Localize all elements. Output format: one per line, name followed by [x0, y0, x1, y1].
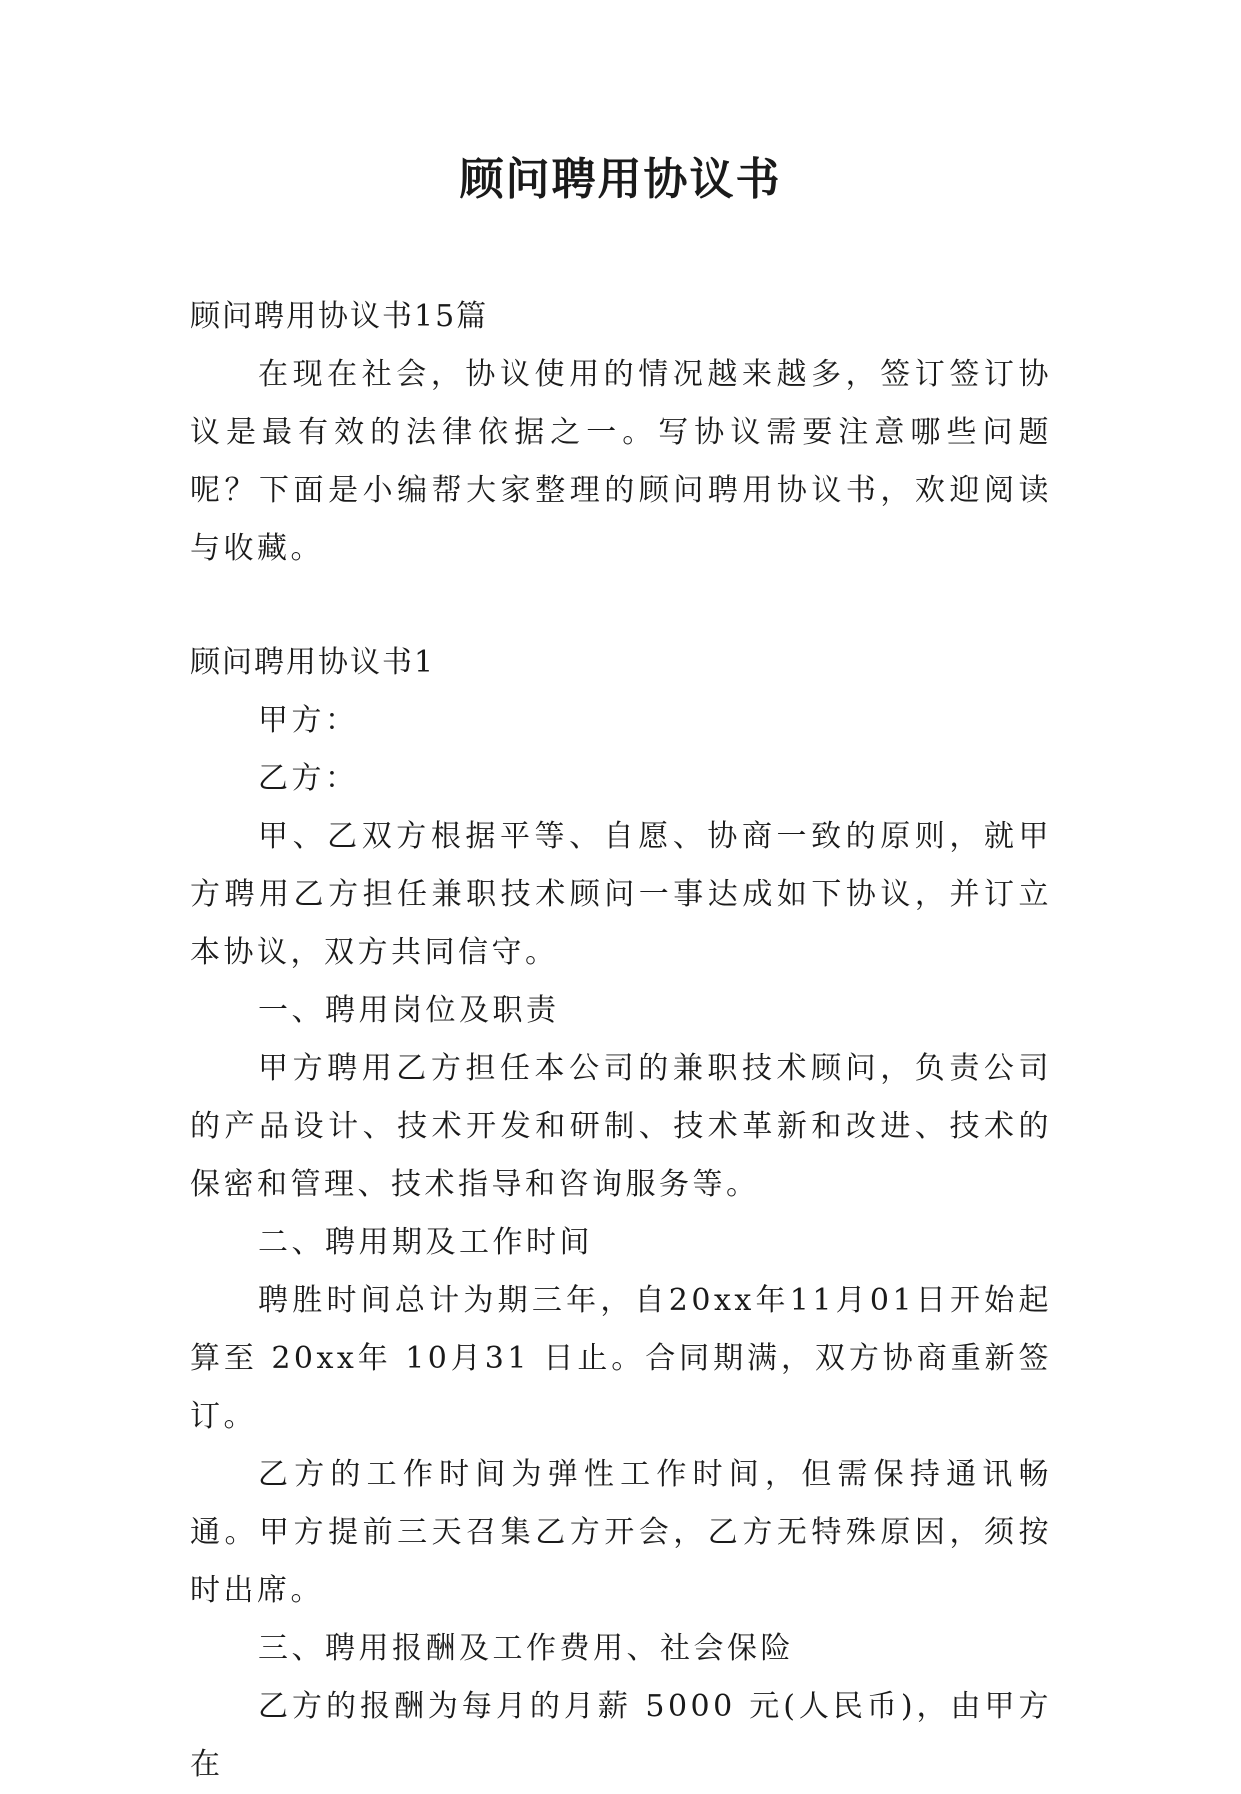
- preamble-paragraph: 甲、乙双方根据平等、自愿、协商一致的原则，就甲方聘用乙方担任兼职技术顾问一事达成如下协议，并订立本协议，双方共同信守。: [190, 819, 1052, 970]
- party-b-line: 乙方：: [258, 761, 359, 796]
- clause1-heading: 一、聘用岗位及职责: [258, 993, 560, 1028]
- party-a-line: 甲方：: [258, 703, 359, 738]
- section-title: 顾问聘用协议书1: [190, 645, 436, 680]
- clause2-paragraph-hours: 乙方的工作时间为弹性工作时间，但需保持通讯畅通。甲方提前三天召集乙方开会，乙方无特殊原因，须按时出席。: [190, 1457, 1052, 1608]
- clause3-paragraph: 乙方的报酬为每月的月薪 5000 元(人民币)，由甲方在: [190, 1689, 1052, 1782]
- document-subtitle: 顾问聘用协议书15篇: [190, 299, 489, 334]
- clause3-heading: 三、聘用报酬及工作费用、社会保险: [258, 1631, 794, 1666]
- clause1-paragraph: 甲方聘用乙方担任本公司的兼职技术顾问，负责公司的产品设计、技术开发和研制、技术革新和改进、技术的保密和管理、技术指导和咨询服务等。: [190, 1051, 1052, 1202]
- clause2-heading: 二、聘用期及工作时间: [258, 1225, 593, 1260]
- document-title: 顾问聘用协议书: [459, 154, 782, 205]
- intro-paragraph: 在现在社会，协议使用的情况越来越多，签订签订协议是最有效的法律依据之一。写协议需要注意哪些问题呢？下面是小编帮大家整理的顾问聘用协议书，欢迎阅读与收藏。: [190, 357, 1052, 566]
- document-body: [190, 288, 1052, 1794]
- clause2-paragraph-term: 聘胜时间总计为期三年，自20xx年11月01日开始起算至 20xx年 10月31 日止。合同期满，双方协商重新签订。: [190, 1283, 1052, 1434]
